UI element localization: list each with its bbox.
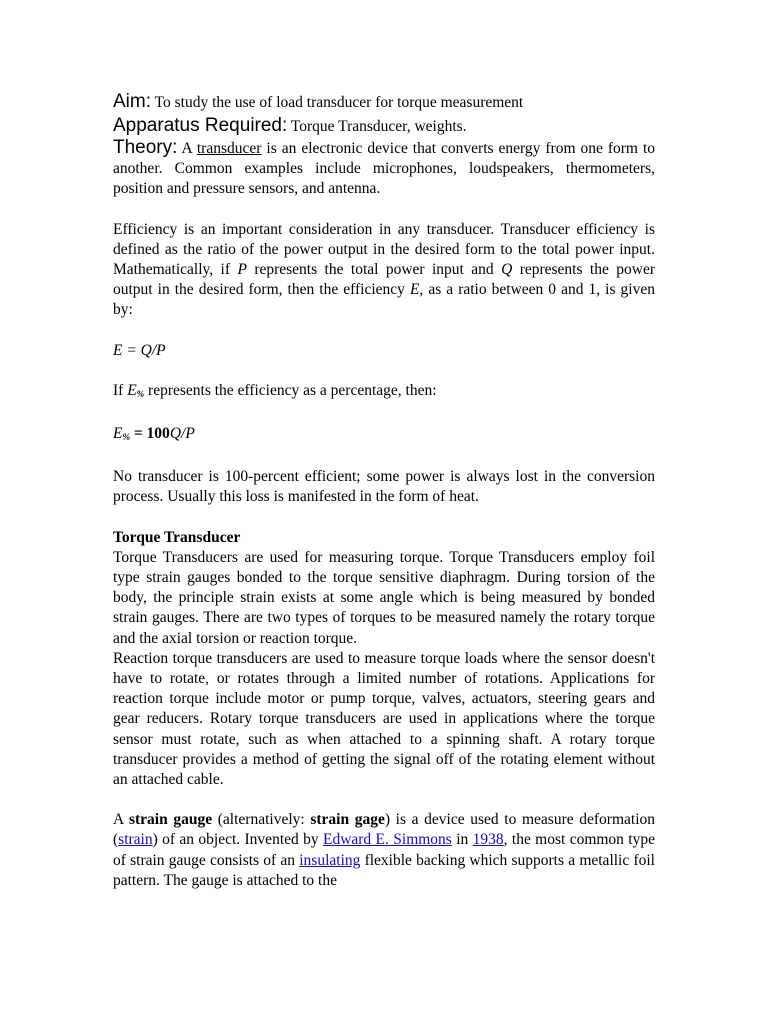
formula-efficiency: E = Q/P [113, 341, 166, 359]
strain-term-2: strain gage [310, 811, 385, 829]
strain-mid-1: (alternatively: [212, 811, 311, 829]
spacer [113, 790, 655, 810]
torque-heading: Torque Transducer [113, 528, 241, 546]
percentage-line [113, 381, 655, 404]
apparatus-label: Apparatus Required: [113, 115, 288, 136]
insulating-link[interactable]: insulating [299, 851, 361, 869]
apparatus-line [113, 114, 655, 138]
strain-mid-2: ) is a device used to measure deformation ( [113, 811, 656, 849]
spacer [113, 321, 655, 341]
efficiency-text-3: represents the power output in the desired form, then the efficiency [113, 261, 656, 299]
loss-paragraph: No transducer is 100-percent efficient; some power is always lost in the conversion process. Usually this loss is manifested in the form of heat. [113, 468, 655, 506]
torque-paragraph-2: Reaction torque transducers are used to measure torque loads where the sensor doesn't have to rotate, or rotates through a limited number of rotations. Applications for reaction torque include motor or pump torque, valves, actuators, steering gears and gear reducers. Rotary torque transducers are used in applications where the torque sensor must rotate, such as when attached to a spinning shaft. A rotary torque transducer provides a method of getting the signal off of the rotating element without an attached cable. [113, 649, 655, 789]
strain-term-1: strain gauge [128, 811, 213, 829]
theory-post: is an electronic device that converts energy from one form to another. Common examples include microphones, loudspeakers, thermometers, position and pressure sensors, and antenna. [113, 140, 655, 198]
strain-link[interactable]: strain [118, 831, 153, 849]
formula2-rest: Q/P [169, 425, 195, 443]
spacer [113, 508, 655, 528]
formula2-sub: % [122, 432, 130, 443]
pct-post: represents the efficiency as a percentage, then: [144, 381, 437, 399]
strain-mid-5: , the most common type of strain gauge consists of an [113, 831, 655, 869]
spacer [113, 361, 655, 381]
theory-paragraph [113, 138, 655, 200]
spacer [113, 404, 655, 424]
var-q: Q [501, 261, 513, 279]
document-body [113, 90, 655, 891]
edward-simmons-link[interactable]: Edward E. Simmons [322, 831, 452, 849]
efficiency-paragraph [113, 220, 655, 321]
strain-mid-3: ) of an object. Invented by [152, 831, 323, 849]
aim-text: To study the use of load transducer for torque measurement [151, 94, 524, 111]
efficiency-text-4: , as a ratio between 0 and 1, is given by: [113, 281, 655, 319]
torque-paragraph-1: Torque Transducers are used for measuring torque. Torque Transducers employ foil type strain gauges bonded to the torque sensitive diaphragm. During torsion of the body, the principle strain exists at some angle which is being measured by bonded strain gauges. There are two types of torques to be measured namely the rotary torque and the axial torsion or reaction torque. [113, 548, 655, 647]
year-1938-link[interactable]: 1938 [472, 831, 504, 849]
formula2-var: E [113, 425, 123, 443]
strain-post: flexible backing which supports a metallic foil pattern. The gauge is attached to the [113, 851, 655, 889]
strain-mid-4: in [451, 831, 473, 849]
spacer [113, 200, 655, 220]
var-p: P [237, 261, 247, 279]
transducer-link[interactable]: transducer [196, 140, 262, 157]
pct-sub: % [136, 388, 145, 399]
formula2-eq: = 100 [129, 425, 170, 443]
pct-var: E [127, 381, 137, 399]
theory-label: Theory: [113, 137, 178, 158]
efficiency-text-2: represents the total power input and [246, 261, 502, 279]
formula-percentage [113, 424, 655, 447]
apparatus-text: Torque Transducer, weights. [287, 118, 467, 135]
pct-pre: If [113, 381, 128, 399]
strain-gauge-paragraph [113, 810, 655, 891]
aim-line [113, 90, 655, 114]
var-e: E [409, 281, 420, 299]
aim-label: Aim: [113, 91, 151, 112]
theory-pre: A [177, 140, 197, 157]
strain-pre: A [113, 811, 129, 829]
spacer [113, 447, 655, 467]
efficiency-text-1: Efficiency is an important consideration in any transducer. Transducer efficiency is defined as the ratio of the power output in the desired form to the total power input. Mathematically, if [113, 220, 655, 279]
